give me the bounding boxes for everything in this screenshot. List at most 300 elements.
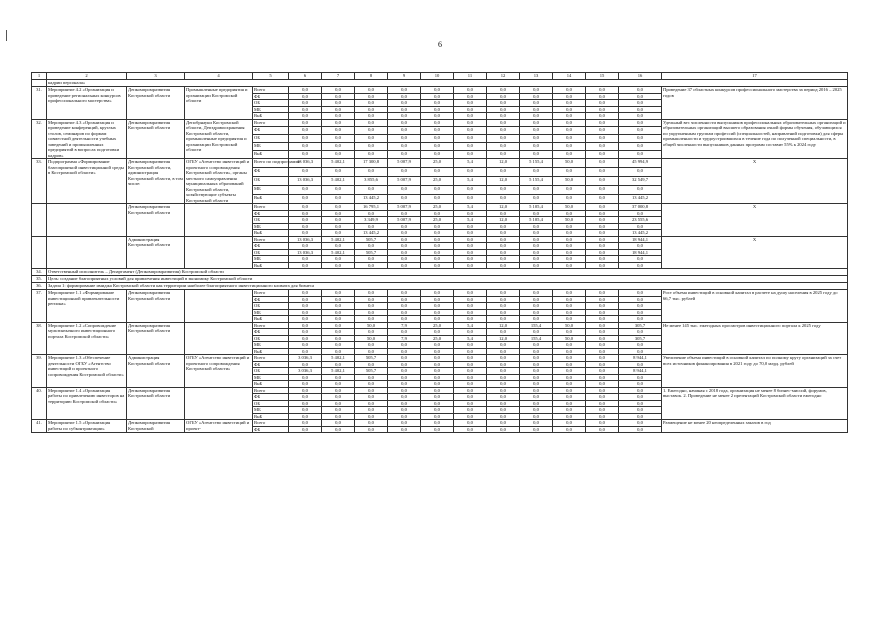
amount-cell: 0,0 — [520, 262, 553, 269]
amount-cell: 0,0 — [619, 100, 662, 107]
amount-cell: 0,0 — [454, 368, 487, 375]
amount-cell: 5 007,9 — [388, 159, 421, 168]
page-number: 6 — [438, 40, 442, 49]
amount-cell: 0,0 — [520, 361, 553, 368]
amount-cell: 0,0 — [586, 93, 619, 100]
amount-cell: 0,0 — [487, 119, 520, 127]
row-number: 33. — [32, 159, 47, 204]
amount-cell: 0,0 — [553, 309, 586, 316]
amount-cell: 0,0 — [421, 329, 454, 336]
amount-cell: 0,0 — [553, 236, 586, 243]
funding-source: ФБ — [253, 168, 289, 177]
amount-cell: 13 036,3 — [289, 249, 322, 256]
amount-cell: 0,0 — [619, 106, 662, 113]
amount-cell: 0,0 — [289, 348, 322, 355]
amount-cell: 0,0 — [553, 262, 586, 269]
funding-source: ВнБ — [253, 230, 289, 237]
amount-cell: 0,0 — [388, 316, 421, 323]
amount-cell: 0,0 — [520, 223, 553, 230]
continuation-text: кадрии персонала» — [47, 80, 848, 87]
amount-cell: 0,0 — [586, 368, 619, 375]
amount-cell: 3 855,6 — [355, 177, 388, 186]
amount-cell: 0,0 — [520, 127, 553, 135]
amount-cell: 0,0 — [454, 426, 487, 433]
amount-cell: 0,0 — [619, 394, 662, 401]
amount-cell: 13 445,2 — [619, 230, 662, 237]
amount-cell: 13 036,3 — [289, 177, 322, 186]
amount-cell: 8 944,1 — [619, 368, 662, 375]
amount-cell: 0,0 — [619, 329, 662, 336]
amount-cell: 0,0 — [421, 230, 454, 237]
amount-cell: 0,0 — [322, 113, 355, 120]
funding-source: ВнБ — [253, 195, 289, 204]
amount-cell: 5,4 — [454, 217, 487, 224]
amount-cell: 0,0 — [388, 426, 421, 433]
amount-cell: 0,0 — [487, 143, 520, 151]
amount-cell: 0,0 — [520, 151, 553, 159]
amount-cell: 37 000,8 — [619, 204, 662, 211]
funding-source: ФБ — [253, 93, 289, 100]
page-margin-mark — [6, 30, 7, 41]
amount-cell: 0,0 — [322, 400, 355, 407]
amount-cell: 0,0 — [322, 374, 355, 381]
amount-cell: 0,0 — [553, 93, 586, 100]
amount-cell: 0,0 — [520, 106, 553, 113]
amount-cell: 0,0 — [322, 87, 355, 94]
amount-cell: 0,0 — [520, 87, 553, 94]
amount-cell: 0,0 — [355, 186, 388, 195]
column-number: 5 — [253, 73, 289, 80]
amount-cell: 0,0 — [388, 342, 421, 349]
amount-cell: 0,0 — [421, 400, 454, 407]
amount-cell: 0,0 — [553, 407, 586, 414]
amount-cell: 5,4 — [454, 322, 487, 329]
event-name: Мероприятие 1.1 «Формирование инвестиционной привлекательности региона» — [47, 290, 127, 323]
amount-cell: 0,0 — [454, 342, 487, 349]
amount-cell: 0,0 — [619, 426, 662, 433]
amount-cell: 0,0 — [586, 309, 619, 316]
amount-cell: 0,0 — [487, 93, 520, 100]
amount-cell: 0,0 — [322, 394, 355, 401]
amount-cell: 0,0 — [487, 186, 520, 195]
amount-cell: 0,0 — [487, 381, 520, 388]
funding-source: ОБ — [253, 217, 289, 224]
amount-cell: 0,0 — [322, 348, 355, 355]
amount-cell: 50,0 — [553, 177, 586, 186]
amount-cell: 17 300,8 — [355, 159, 388, 168]
amount-cell: 0,0 — [388, 329, 421, 336]
amount-cell: 13 445,2 — [355, 195, 388, 204]
amount-cell: 0,0 — [421, 348, 454, 355]
amount-cell: 0,0 — [520, 195, 553, 204]
amount-cell: 0,0 — [289, 119, 322, 127]
amount-cell: 0,0 — [421, 93, 454, 100]
expected-result: Размещение не менее 20 неопределенных заказов в год — [662, 420, 848, 433]
amount-cell: 0,0 — [586, 262, 619, 269]
amount-cell: 0,0 — [322, 381, 355, 388]
participants — [185, 236, 253, 269]
amount-cell: 0,0 — [421, 381, 454, 388]
amount-cell: 0,0 — [388, 230, 421, 237]
amount-cell: 0,0 — [388, 127, 421, 135]
amount-cell: 0,0 — [487, 290, 520, 297]
amount-cell: 0,0 — [388, 361, 421, 368]
funding-source: Всего — [253, 204, 289, 211]
funding-source: МБ — [253, 309, 289, 316]
amount-cell: 0,0 — [553, 249, 586, 256]
amount-cell: 0,0 — [487, 329, 520, 336]
amount-cell: 0,0 — [553, 143, 586, 151]
amount-cell: 12,0 — [487, 322, 520, 329]
amount-cell: 0,0 — [322, 426, 355, 433]
amount-cell: 0,0 — [586, 420, 619, 427]
amount-cell: 25,0 — [421, 335, 454, 342]
amount-cell: 0,0 — [553, 290, 586, 297]
amount-cell: 0,0 — [421, 262, 454, 269]
table-row — [32, 322, 848, 329]
amount-cell: 0,0 — [487, 309, 520, 316]
amount-cell: 0,0 — [388, 100, 421, 107]
column-number: 13 — [520, 73, 553, 80]
funding-source: Всего по подпрограмме — [253, 159, 289, 168]
amount-cell: 0,0 — [355, 223, 388, 230]
event-name: Подпрограмма «Формирование благоприятной инвестиционной среды в Костромской области» — [47, 159, 127, 204]
amount-cell: 5,4 — [454, 204, 487, 211]
amount-cell: 0,0 — [355, 256, 388, 263]
amount-cell: 0,0 — [553, 127, 586, 135]
amount-cell: 0,0 — [586, 106, 619, 113]
amount-cell: 0,0 — [586, 236, 619, 243]
amount-cell: 0,0 — [553, 420, 586, 427]
amount-cell: 0,0 — [421, 100, 454, 107]
amount-cell: 0,0 — [520, 93, 553, 100]
amount-cell: 0,0 — [322, 361, 355, 368]
amount-cell: 0,0 — [454, 348, 487, 355]
amount-cell: 0,0 — [421, 368, 454, 375]
amount-cell: 0,0 — [355, 143, 388, 151]
amount-cell: 0,0 — [520, 290, 553, 297]
amount-cell: 50,0 — [553, 204, 586, 211]
amount-cell: 0,0 — [289, 387, 322, 394]
event-name: Мероприятие 4.2 «Организация и проведение региональных конкурсов профессионального мастерства» — [47, 87, 127, 120]
amount-cell: 0,0 — [322, 93, 355, 100]
amount-cell: 0,0 — [355, 407, 388, 414]
table-row — [32, 119, 848, 127]
amount-cell: 0,0 — [454, 143, 487, 151]
amount-cell: 0,0 — [355, 127, 388, 135]
amount-cell: 0,0 — [421, 210, 454, 217]
column-number: 6 — [289, 73, 322, 80]
amount-cell: 0,0 — [520, 387, 553, 394]
amount-cell: 0,0 — [421, 249, 454, 256]
amount-cell: 50,0 — [553, 217, 586, 224]
expected-result: Удельный вес численности выпускников профессиональных образовательных организаций и образовательных организаций высшего образования очной формы обучения, обучающихся по укрупненным группам профессий (специальностей, направлений подготовки) для сферы промышленности и трудоустроившихся в течение года по полученной специальности, в общей численности выпускников данных программ составит 55% к 2024 году — [662, 119, 848, 159]
amount-cell: 0,0 — [388, 256, 421, 263]
amount-cell: 0,0 — [454, 223, 487, 230]
amount-cell: 0,0 — [388, 186, 421, 195]
amount-cell: 0,0 — [355, 106, 388, 113]
amount-cell: 0,0 — [586, 413, 619, 420]
column-number: 17 — [662, 73, 848, 80]
amount-cell: 0,0 — [322, 217, 355, 224]
amount-cell: 0,0 — [289, 407, 322, 414]
amount-cell: 0,0 — [289, 243, 322, 250]
amount-cell: 13 445,2 — [355, 230, 388, 237]
amount-cell: 5,4 — [454, 335, 487, 342]
amount-cell: 0,0 — [619, 113, 662, 120]
amount-cell: 0,0 — [454, 100, 487, 107]
participants — [185, 322, 253, 355]
section-row — [32, 283, 848, 290]
amount-cell: 0,0 — [520, 400, 553, 407]
amount-cell: 0,0 — [553, 87, 586, 94]
amount-cell: 0,0 — [619, 381, 662, 388]
amount-cell: 0,0 — [553, 186, 586, 195]
table-row — [32, 204, 848, 211]
column-number: 15 — [586, 73, 619, 80]
row-number: 31. — [32, 87, 47, 120]
amount-cell: 0,0 — [421, 426, 454, 433]
amount-cell: 0,0 — [553, 361, 586, 368]
expected-result: Не менее 145 тыс. ежегодных просмотров инвестиционного портала к 2025 году — [662, 322, 848, 355]
funding-table — [31, 72, 848, 433]
amount-cell: 0,0 — [421, 195, 454, 204]
amount-cell: 12,0 — [487, 159, 520, 168]
amount-cell: 0,0 — [322, 119, 355, 127]
amount-cell: 0,0 — [322, 262, 355, 269]
amount-cell: 0,0 — [388, 420, 421, 427]
amount-cell: 0,0 — [619, 93, 662, 100]
amount-cell: 0,0 — [454, 87, 487, 94]
amount-cell: 0,0 — [520, 230, 553, 237]
amount-cell: 0,0 — [553, 210, 586, 217]
amount-cell: 0,0 — [487, 374, 520, 381]
table-row — [32, 355, 848, 362]
amount-cell: 0,0 — [586, 296, 619, 303]
amount-cell: 0,0 — [355, 210, 388, 217]
amount-cell: 0,0 — [322, 322, 355, 329]
amount-cell: 5 402,1 — [322, 355, 355, 362]
amount-cell: 5 402,1 — [322, 236, 355, 243]
amount-cell: 0,0 — [487, 413, 520, 420]
amount-cell: 0,0 — [520, 394, 553, 401]
amount-cell: 0,0 — [355, 113, 388, 120]
executor: Депкомпромразвития Костромской области — [127, 87, 185, 120]
amount-cell: 0,0 — [421, 135, 454, 143]
column-number: 11 — [454, 73, 487, 80]
amount-cell: 0,0 — [421, 303, 454, 310]
amount-cell: 0,0 — [586, 243, 619, 250]
amount-cell: 0,0 — [487, 210, 520, 217]
amount-cell: 0,0 — [487, 100, 520, 107]
funding-source: МБ — [253, 256, 289, 263]
amount-cell: 50,0 — [553, 322, 586, 329]
amount-cell: 0,0 — [520, 413, 553, 420]
column-number: 4 — [185, 73, 253, 80]
amount-cell: 0,0 — [487, 342, 520, 349]
executor: Администрация Костромской области — [127, 355, 185, 388]
amount-cell: 0,0 — [586, 381, 619, 388]
table-cell — [32, 80, 47, 87]
amount-cell: 0,0 — [454, 309, 487, 316]
funding-source: ВнБ — [253, 348, 289, 355]
event-name: Мероприятие 1.5 «Организация работы по субконтрактации» — [47, 420, 127, 433]
amount-cell: 0,0 — [289, 113, 322, 120]
funding-source: МБ — [253, 186, 289, 195]
event-name — [47, 204, 127, 237]
amount-cell: 0,0 — [289, 335, 322, 342]
amount-cell: 0,0 — [454, 230, 487, 237]
amount-cell: 0,0 — [289, 151, 322, 159]
executor: Депкомпромразвития Костромской области — [127, 322, 185, 355]
amount-cell: 0,0 — [487, 127, 520, 135]
amount-cell: 0,0 — [289, 316, 322, 323]
amount-cell: 0,0 — [553, 426, 586, 433]
amount-cell: 0,0 — [619, 387, 662, 394]
amount-cell: 0,0 — [520, 135, 553, 143]
amount-cell: 0,0 — [355, 329, 388, 336]
amount-cell: 0,0 — [619, 413, 662, 420]
amount-cell: 0,0 — [487, 168, 520, 177]
amount-cell: 0,0 — [322, 210, 355, 217]
amount-cell: 0,0 — [388, 106, 421, 113]
funding-source: ФБ — [253, 210, 289, 217]
row-number: 41. — [32, 420, 47, 433]
participants — [185, 204, 253, 237]
amount-cell: 0,0 — [454, 303, 487, 310]
amount-cell: 0,0 — [586, 348, 619, 355]
amount-cell: 0,0 — [322, 420, 355, 427]
amount-cell: 0,0 — [388, 381, 421, 388]
column-number: 7 — [322, 73, 355, 80]
amount-cell: 0,0 — [553, 355, 586, 362]
amount-cell: 3 036,3 — [289, 368, 322, 375]
amount-cell: 0,0 — [520, 236, 553, 243]
table-row — [32, 290, 848, 297]
row-number: 35. — [32, 276, 47, 283]
amount-cell: 0,0 — [487, 243, 520, 250]
amount-cell: 0,0 — [355, 316, 388, 323]
funding-source: ОБ — [253, 100, 289, 107]
amount-cell: 505,7 — [355, 236, 388, 243]
amount-cell: 0,0 — [454, 106, 487, 113]
amount-cell: 5 105,4 — [520, 217, 553, 224]
event-name: Мероприятие 1.4 «Организация работы по привлечению инвесторов на территорию Костромской области» — [47, 387, 127, 420]
amount-cell: 0,0 — [388, 355, 421, 362]
amount-cell: 0,0 — [388, 113, 421, 120]
funding-source: Всего — [253, 387, 289, 394]
participants: Промышленные предприятия и организации Костромской области — [185, 87, 253, 120]
amount-cell: 0,0 — [586, 256, 619, 263]
amount-cell: 0,0 — [619, 290, 662, 297]
table-body — [32, 73, 848, 433]
amount-cell: 0,0 — [619, 223, 662, 230]
participants: ОГБУ «Агентство инвестиций и проектного сопровождения Костромской области» — [185, 355, 253, 388]
table-row — [32, 87, 848, 94]
table-row — [32, 159, 848, 168]
amount-cell: 0,0 — [586, 119, 619, 127]
amount-cell: 5 007,9 — [388, 217, 421, 224]
amount-cell: 0,0 — [289, 100, 322, 107]
funding-source: Всего — [253, 236, 289, 243]
amount-cell: 12,0 — [487, 204, 520, 211]
amount-cell: 5,4 — [454, 177, 487, 186]
amount-cell: 0,0 — [553, 303, 586, 310]
row-number: 37. — [32, 290, 47, 323]
amount-cell: 0,0 — [619, 303, 662, 310]
amount-cell: 18 944,1 — [619, 236, 662, 243]
amount-cell: 0,0 — [454, 127, 487, 135]
amount-cell: 0,0 — [487, 230, 520, 237]
amount-cell: 0,0 — [487, 355, 520, 362]
column-number: 3 — [127, 73, 185, 80]
funding-source: Всего — [253, 355, 289, 362]
amount-cell: 0,0 — [289, 135, 322, 143]
amount-cell: 0,0 — [619, 135, 662, 143]
amount-cell: 0,0 — [289, 217, 322, 224]
amount-cell: 0,0 — [322, 329, 355, 336]
expected-result: 1. Ежегодно, начиная с 2018 года, организация не менее 8 бизнес-миссий, форумов, выставок. 2. Проведение не менее 2 презентаций Костромской области ежегодно — [662, 387, 848, 420]
expected-result: Х — [662, 159, 848, 204]
amount-cell: 0,0 — [421, 290, 454, 297]
table-row — [32, 387, 848, 394]
amount-cell: 0,0 — [388, 87, 421, 94]
funding-source: ОБ — [253, 177, 289, 186]
amount-cell: 0,0 — [619, 348, 662, 355]
amount-cell: 0,0 — [520, 348, 553, 355]
amount-cell: 0,0 — [586, 394, 619, 401]
amount-cell: 50,0 — [355, 335, 388, 342]
amount-cell: 0,0 — [586, 100, 619, 107]
amount-cell: 0,0 — [487, 249, 520, 256]
amount-cell: 0,0 — [388, 168, 421, 177]
amount-cell: 0,0 — [355, 168, 388, 177]
amount-cell: 0,0 — [421, 119, 454, 127]
amount-cell: 0,0 — [520, 119, 553, 127]
row-number: 40. — [32, 387, 47, 420]
amount-cell: 0,0 — [289, 143, 322, 151]
amount-cell: 0,0 — [355, 262, 388, 269]
amount-cell: 0,0 — [322, 127, 355, 135]
amount-cell: 5 155,4 — [520, 177, 553, 186]
amount-cell: 0,0 — [619, 143, 662, 151]
amount-cell: 0,0 — [520, 143, 553, 151]
amount-cell: 5 007,9 — [388, 177, 421, 186]
amount-cell: 0,0 — [487, 400, 520, 407]
funding-source: ОБ — [253, 335, 289, 342]
amount-cell: 0,0 — [388, 387, 421, 394]
amount-cell: 0,0 — [487, 195, 520, 204]
row-number: 34. — [32, 269, 47, 276]
amount-cell: 0,0 — [322, 195, 355, 204]
amount-cell: 0,0 — [388, 290, 421, 297]
amount-cell: 0,0 — [322, 100, 355, 107]
amount-cell: 0,0 — [355, 413, 388, 420]
amount-cell: 0,0 — [586, 168, 619, 177]
funding-source: ФБ — [253, 296, 289, 303]
amount-cell: 0,0 — [454, 119, 487, 127]
amount-cell: 0,0 — [619, 400, 662, 407]
section-text: Цель: создание благоприятных условий для привлечения инвестиций в экономику Костромской области — [47, 276, 848, 283]
amount-cell: 0,0 — [388, 400, 421, 407]
amount-cell: 0,0 — [454, 210, 487, 217]
amount-cell: 0,0 — [289, 168, 322, 177]
amount-cell: 0,0 — [553, 381, 586, 388]
section-text: Ответственный исполнитель – Департамент (Депкомпромразвития) Костромской области — [47, 269, 848, 276]
amount-cell: 0,0 — [553, 387, 586, 394]
amount-cell: 0,0 — [355, 309, 388, 316]
funding-source: ОБ — [253, 249, 289, 256]
